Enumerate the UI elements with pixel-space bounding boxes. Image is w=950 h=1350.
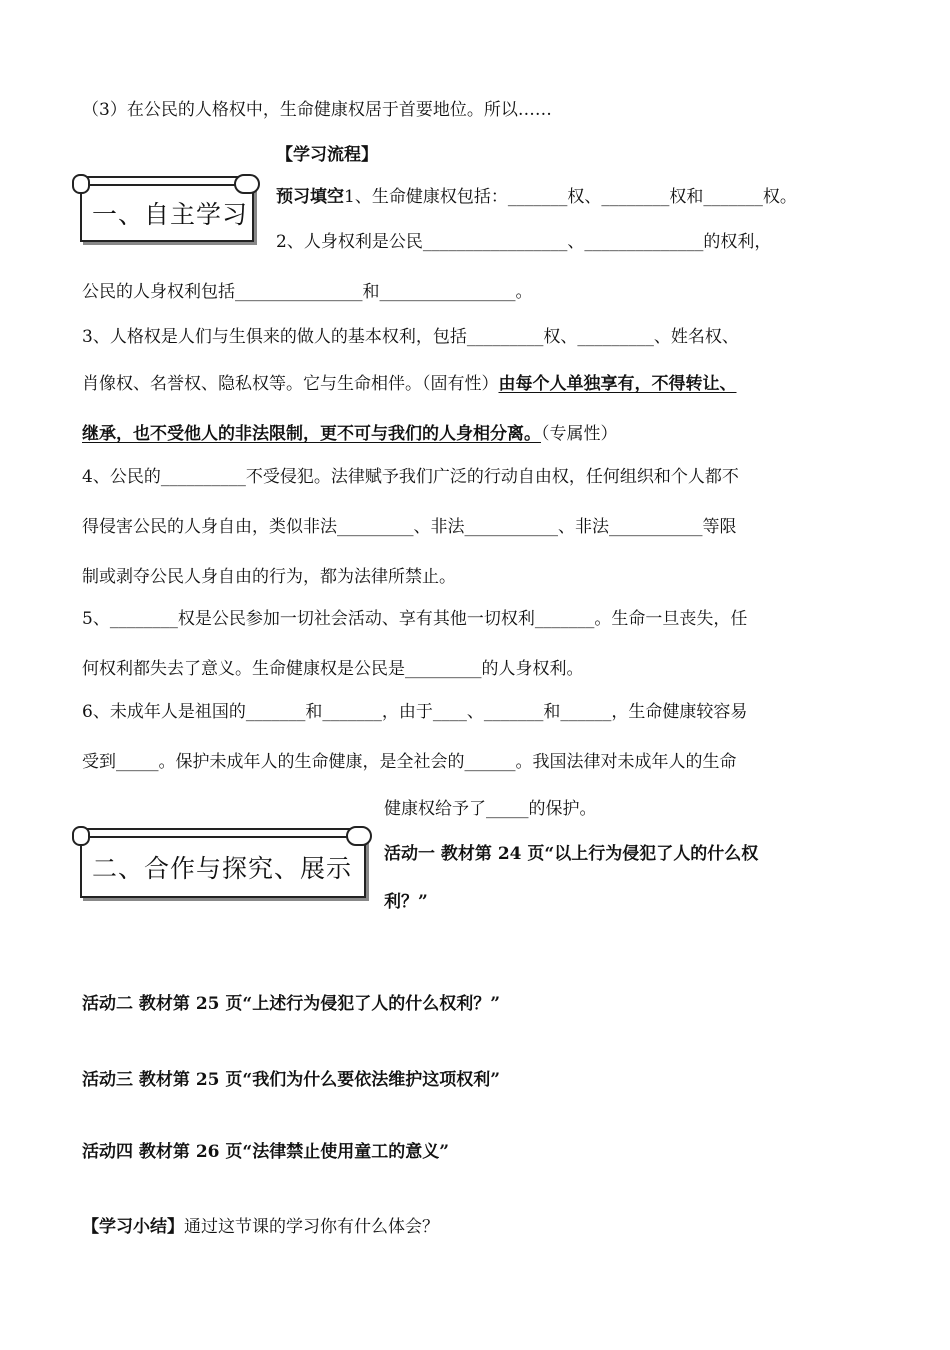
summary-label: 【学习小结】	[82, 1217, 184, 1237]
q5-line-b: 何权利都失去了意义。生命健康权是公民是_________的人身权利。	[82, 659, 584, 679]
activity2: 活动二 教材第 25 页“上述行为侵犯了人的什么权利？”	[82, 994, 500, 1014]
q5-line-a: 5、________权是公民参加一切社会活动、享有其他一切权利_______。生命一旦丧失，任	[82, 609, 748, 629]
section1-banner	[80, 184, 254, 242]
q4-line-c: 制或剥夺公民人身自由的行为，都为法律所禁止。	[82, 567, 456, 587]
section1-title: 一、自主学习	[92, 200, 249, 229]
scroll-curl-icon	[72, 174, 90, 194]
q3-bold-text: 继承，也不受他人的非法限制，更不可与我们的人身相分离。	[82, 424, 541, 444]
q2-line-b: 公民的人身权利包括_______________和________________。	[82, 282, 533, 302]
q4-line-b: 得侵害公民的人身自由，类似非法_________、非法___________、非法___________等限	[82, 517, 737, 537]
q1-line	[276, 185, 797, 209]
banner-scroll-edge	[82, 176, 252, 186]
q3-bold-text: 由每个人单独享有，不得转让、	[498, 374, 737, 394]
activity4: 活动四 教材第 26 页“法律禁止使用童工的意义”	[82, 1142, 449, 1162]
q2-line-a: 2、人身权利是公民_________________、______________的权利，	[276, 232, 772, 252]
summary-text: 通过这节课的学习你有什么体会？	[184, 1217, 439, 1237]
intro-line: （3）在公民的人格权中，生命健康权居于首要地位。所以……	[82, 100, 552, 120]
preview-label: 预习填空	[276, 187, 344, 207]
q6-line-b: 受到_____。保护未成年人的生命健康，是全社会的______。我国法律对未成年人的生命	[82, 752, 737, 772]
q3-plain-text: 肖像权、名誉权、隐私权等。它与生命相伴。（固有性）	[82, 374, 499, 394]
section2-banner	[80, 836, 366, 898]
section2-title: 二、合作与探究、展示	[92, 854, 353, 883]
q6-line-a: 6、未成年人是祖国的_______和_______，由于____、_______和______，生命健康较容易	[82, 702, 748, 722]
q3-line-c	[82, 422, 618, 446]
q3-line-b	[82, 372, 737, 396]
summary-line	[82, 1215, 439, 1239]
q4-line-a: 4、公民的__________不受侵犯。法律赋予我们广泛的行动自由权，任何组织和个人都不	[82, 467, 739, 487]
q1-text: 1、生命健康权包括：_______权、________权和_______权。	[344, 187, 797, 207]
q3-line-a: 3、人格权是人们与生俱来的做人的基本权利，包括_________权、_________、姓名权、	[82, 327, 739, 347]
activity1-line-a: 活动一 教材第 24 页“以上行为侵犯了人的什么权	[384, 844, 759, 864]
activity3: 活动三 教材第 25 页“我们为什么要依法维护这项权利”	[82, 1070, 500, 1090]
banner-scroll-edge	[82, 828, 364, 838]
q6-line-c: 健康权给予了_____的保护。	[384, 799, 597, 819]
activity1-line-b: 利？”	[384, 892, 428, 912]
q3-plain-text: （专属性）	[541, 424, 618, 444]
flow-heading: 【学习流程】	[276, 145, 378, 165]
scroll-curl-icon	[72, 826, 90, 846]
